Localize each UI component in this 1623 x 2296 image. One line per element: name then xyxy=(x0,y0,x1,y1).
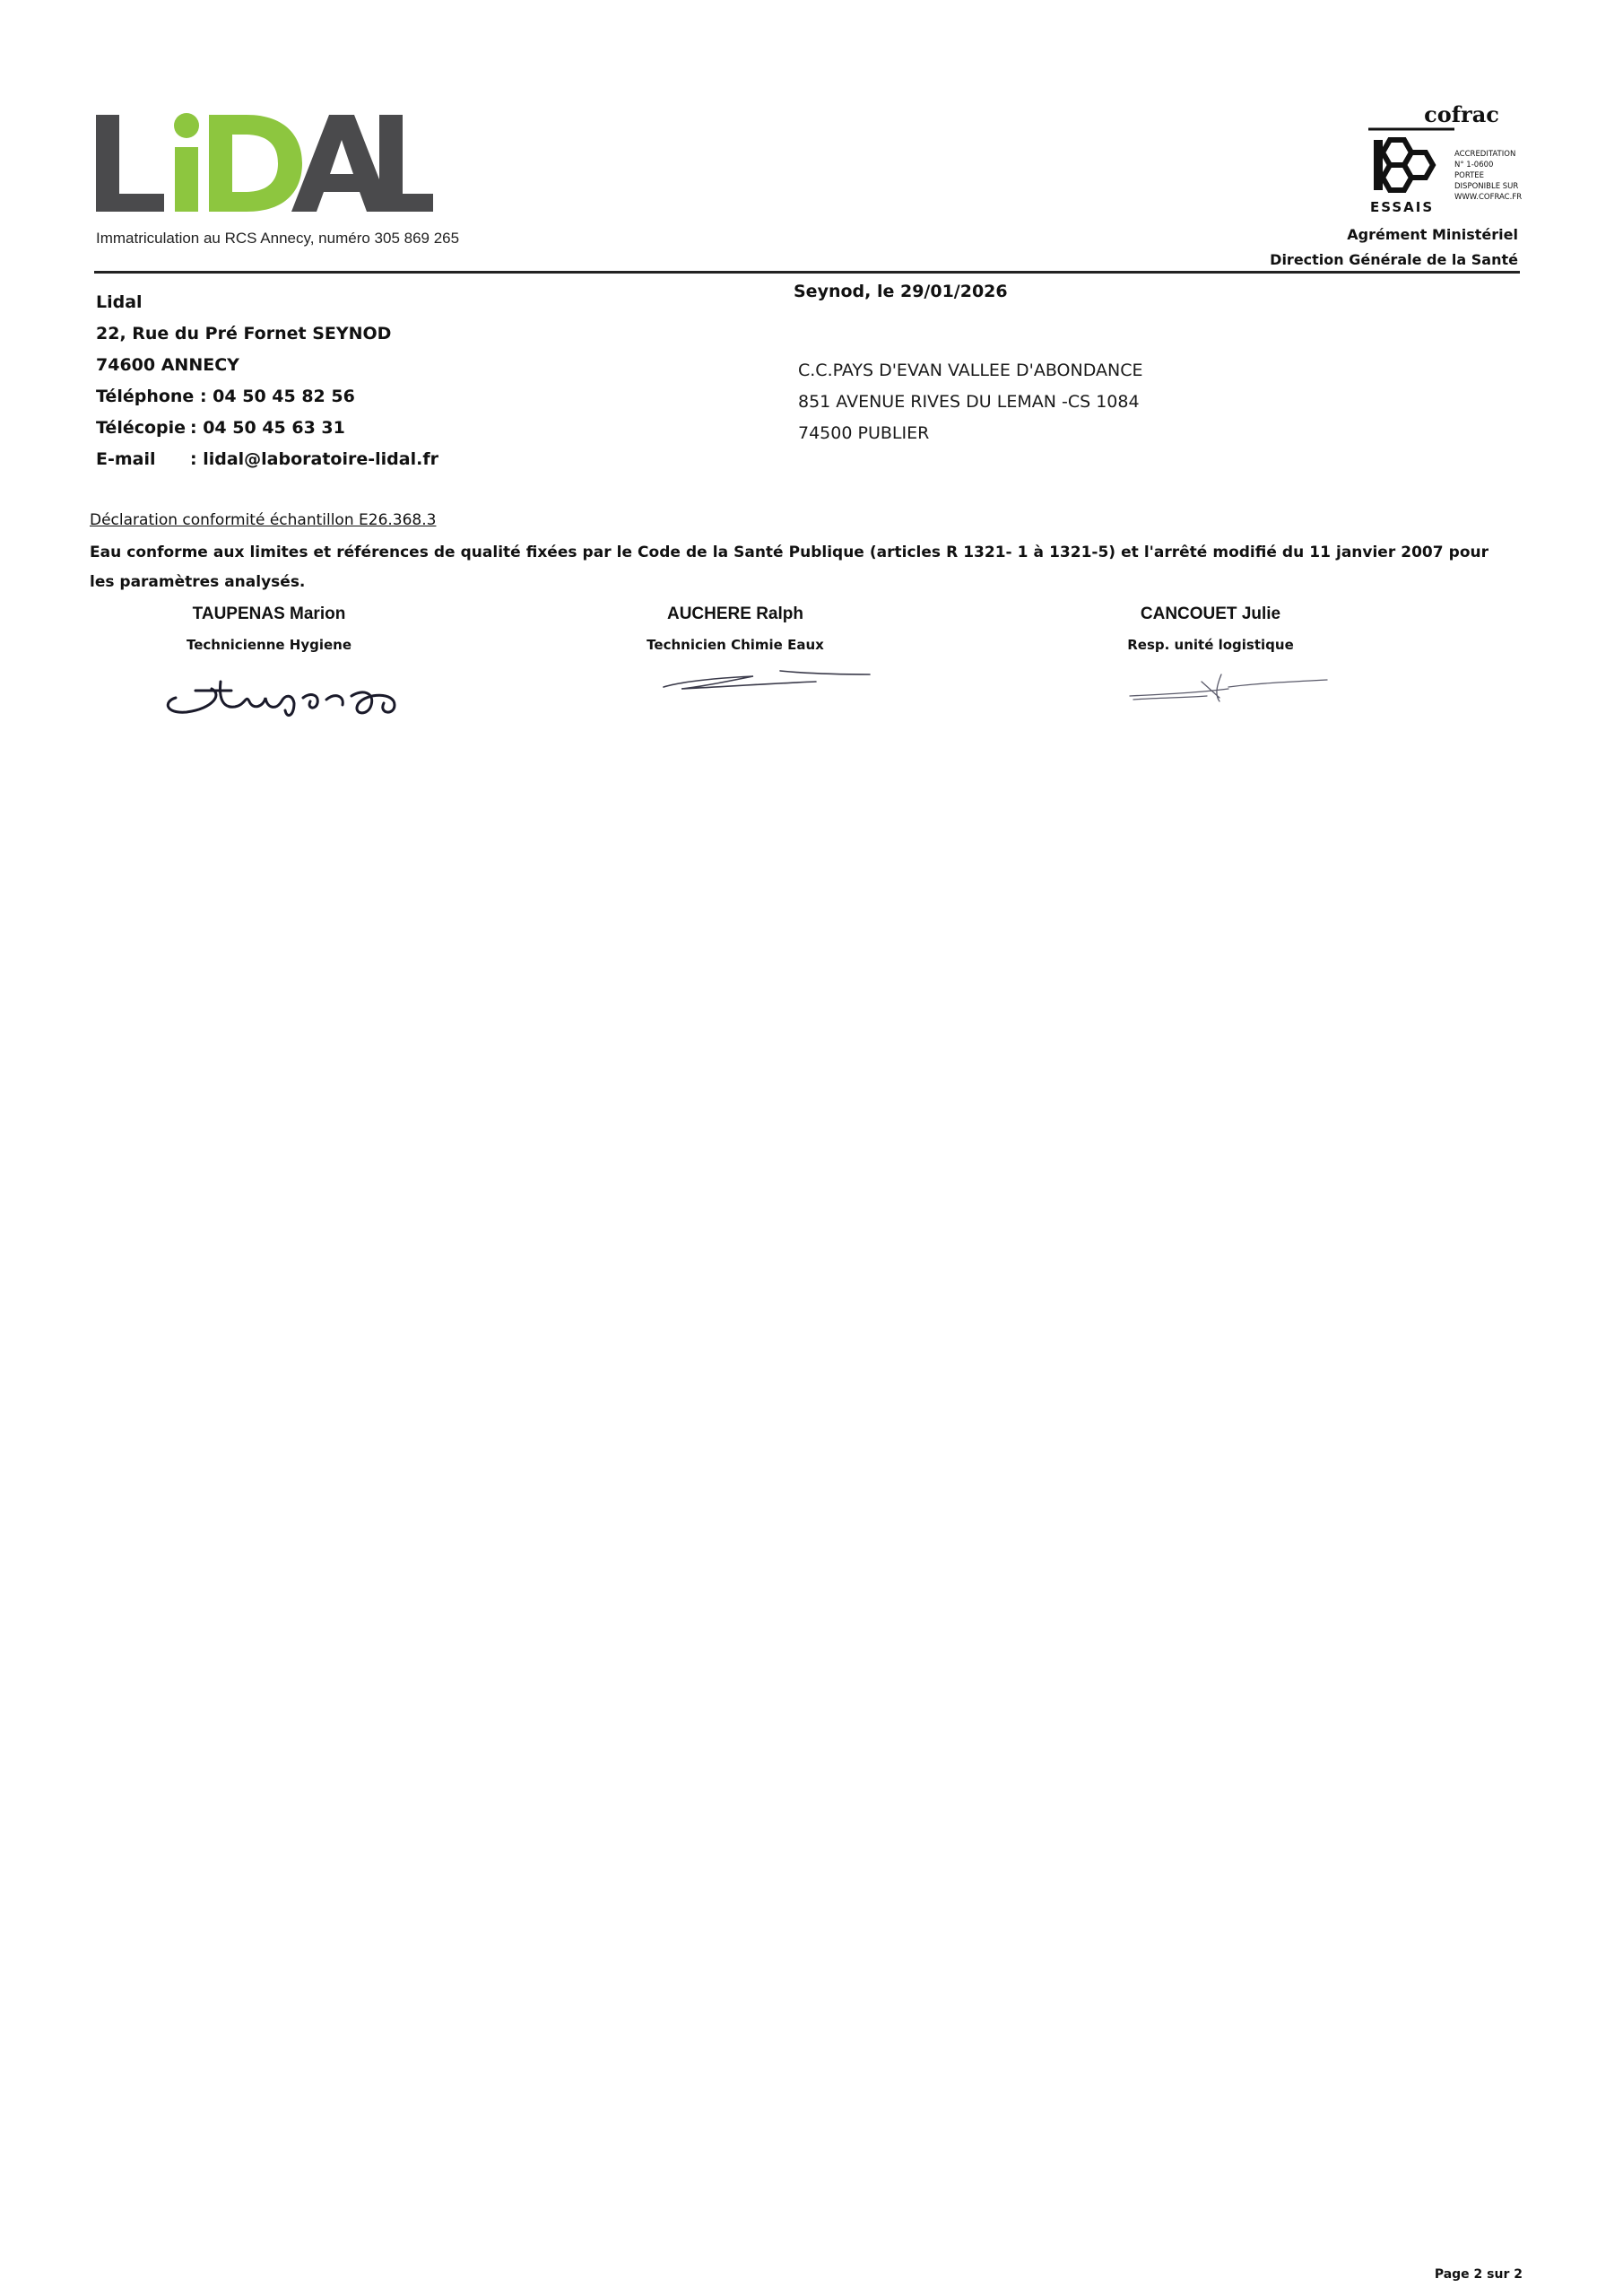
signatory-name: AUCHERE Ralph xyxy=(666,604,803,623)
agrement-block xyxy=(1270,222,1518,273)
recipient-line3: 74500 PUBLIER xyxy=(798,423,930,443)
rcs-registration: Immatriculation au RCS Annecy, numéro 305 869 265 xyxy=(96,230,460,247)
signatory-role: Resp. unité logistique xyxy=(1127,637,1294,653)
phone-value: : 04 50 45 82 56 xyxy=(199,387,355,406)
fax-label: Télécopie xyxy=(96,418,187,438)
recipient-line2: 851 AVENUE RIVES DU LEMAN -CS 1084 xyxy=(798,392,1140,412)
signatory-1 xyxy=(108,604,430,653)
svg-text:ACCREDITATION: ACCREDITATION xyxy=(1454,150,1516,159)
svg-text:PORTEE: PORTEE xyxy=(1454,171,1485,180)
signature-taupenas xyxy=(160,662,429,725)
sender-email xyxy=(96,444,438,475)
svg-text:N° 1-0600: N° 1-0600 xyxy=(1454,161,1494,170)
sender-name: Lidal xyxy=(96,292,143,312)
fax-value: : 04 50 45 63 31 xyxy=(190,418,345,438)
svg-text:DISPONIBLE SUR: DISPONIBLE SUR xyxy=(1454,182,1519,191)
sender-phone xyxy=(96,381,438,413)
signatory-3 xyxy=(1049,604,1372,653)
phone-label: Téléphone xyxy=(96,387,195,406)
declaration-text: Eau conforme aux limites et références de qualité fixées par le Code de la Santé Publique (articles R 1321- 1 à 1321-5) et l'arrêté modifié du 11 janvier 2007 pour les paramètres analysés. xyxy=(90,544,1488,591)
svg-text:cofrac: cofrac xyxy=(1424,101,1499,127)
sender-city: 74600 ANNECY xyxy=(96,355,239,375)
email-value: : lidal@laboratoire-lidal.fr xyxy=(190,449,438,469)
document-date: Seynod, le 29/01/2026 xyxy=(794,282,1008,301)
recipient-line1: C.C.PAYS D'EVAN VALLEE D'ABONDANCE xyxy=(798,361,1143,380)
header-rule xyxy=(94,271,1520,274)
lidal-logo xyxy=(94,106,435,213)
signatory-name: CANCOUET Julie xyxy=(1140,604,1281,623)
signatory-role: Technicienne Hygiene xyxy=(187,637,352,653)
signature-cancouet xyxy=(1121,671,1336,707)
cofrac-badge xyxy=(1354,100,1524,217)
signatory-2 xyxy=(574,604,897,653)
page-number: Page 2 sur 2 xyxy=(1434,2267,1523,2282)
sender-block xyxy=(96,287,438,475)
email-label: E-mail xyxy=(96,449,156,469)
declaration-title: Déclaration conformité échantillon E26.368.3 xyxy=(90,511,437,529)
sender-address: 22, Rue du Pré Fornet SEYNOD xyxy=(96,324,392,344)
svg-text:ESSAIS: ESSAIS xyxy=(1370,199,1435,215)
agrement-ministeriel: Agrément Ministériel xyxy=(1347,226,1518,243)
signatory-role: Technicien Chimie Eaux xyxy=(647,637,824,653)
signature-auchere xyxy=(646,664,888,700)
recipient-block xyxy=(798,355,1142,449)
direction-sante: Direction Générale de la Santé xyxy=(1270,251,1518,268)
svg-text:WWW.COFRAC.FR: WWW.COFRAC.FR xyxy=(1454,193,1523,202)
sender-fax xyxy=(96,413,438,444)
signatory-name: TAUPENAS Marion xyxy=(192,604,346,623)
